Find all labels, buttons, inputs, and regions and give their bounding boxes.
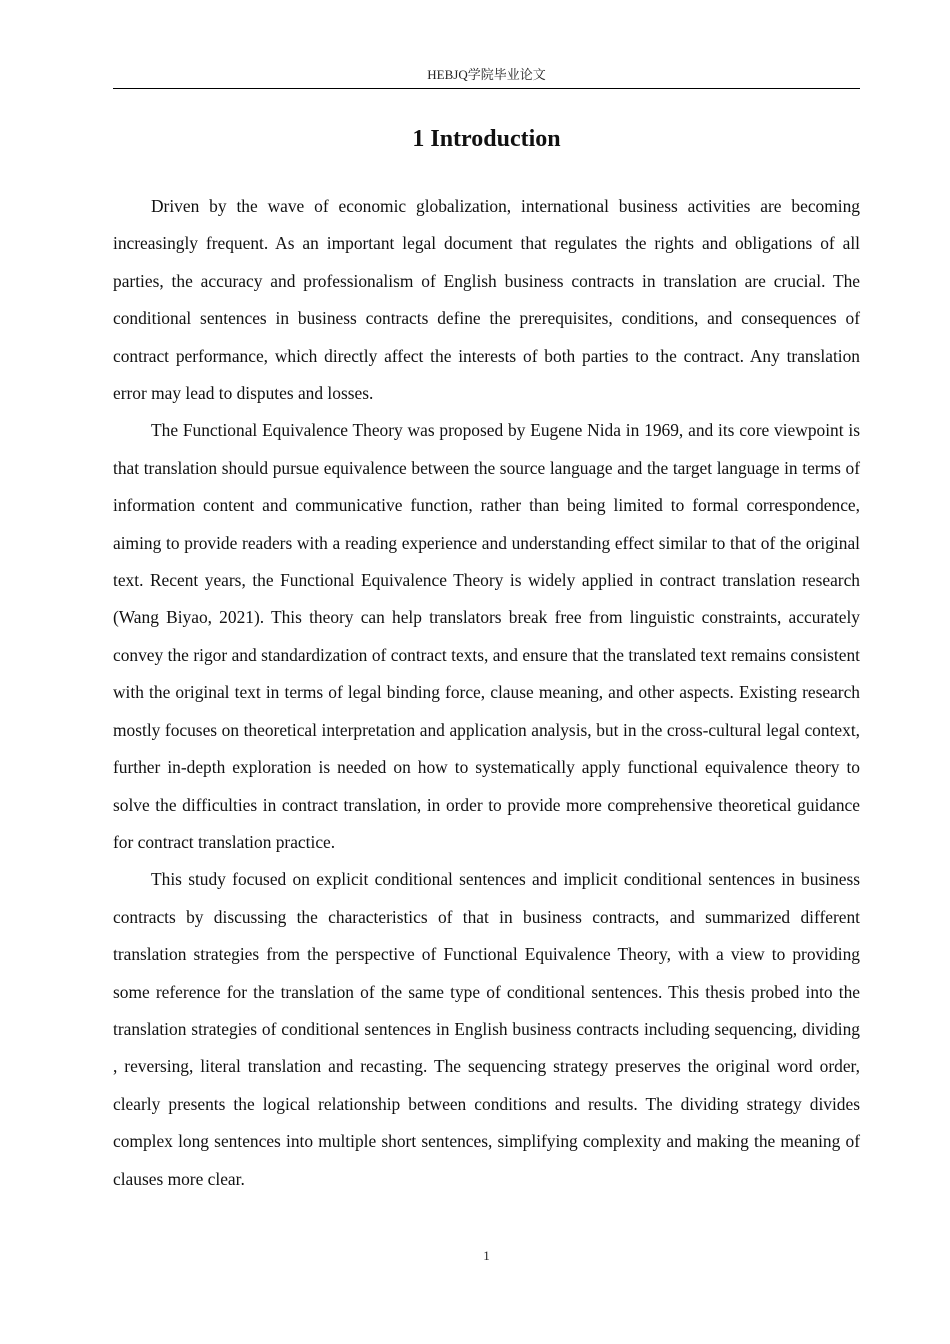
running-header: HEBJQ学院毕业论文: [427, 67, 546, 82]
body-text: [113, 188, 860, 1198]
page-number: 1: [483, 1248, 490, 1263]
chapter-title: 1 Introduction: [412, 126, 561, 152]
paragraph-2: The Functional Equivalence Theory was proposed by Eugene Nida in 1969, and its core viewpoint is that translation should pursue equivalence between the source language and the target language in terms of information content and communicative function, rather than being limited to formal correspondence, aiming to provide readers with a reading experience and understanding effect similar to that of the original text. Recent years, the Functional Equivalence Theory is widely applied in contract translation research (Wang Biyao, 2021). This theory can help translators break free from linguistic constraints, accurately convey the rigor and standardization of contract texts, and ensure that the translated text remains consistent with the original text in terms of legal binding force, clause meaning, and other aspects. Existing research mostly focuses on theoretical interpretation and application analysis, but in the cross-cultural legal context, further in-depth exploration is needed on how to systematically apply functional equivalence theory to solve the difficulties in contract translation, in order to provide more comprehensive theoretical guidance for contract translation practice.: [113, 420, 860, 852]
header-rule: [113, 88, 860, 89]
paragraph-1: Driven by the wave of economic globalization, international business activities are becoming increasingly frequent. As an important legal document that regulates the rights and obligations of all parties, the accuracy and professionalism of English business contracts in translation are crucial. The conditional sentences in business contracts define the prerequisites, conditions, and consequences of contract performance, which directly affect the interests of both parties to the contract. Any translation error may lead to disputes and losses.: [113, 196, 860, 404]
paragraph-3: This study focused on explicit conditional sentences and implicit conditional sentences in business contracts by discussing the characteristics of that in business contracts, and summarized different translation strategies from the perspective of Functional Equivalence Theory, with a view to providing some reference for the translation of the same type of conditional sentences. This thesis probed into the translation strategies of conditional sentences in English business contracts including sequencing, dividing , reversing, literal translation and recasting. The sequencing strategy preserves the original word order, clearly presents the logical relationship between conditions and results. The dividing strategy divides complex long sentences into multiple short sentences, simplifying complexity and making the meaning of clauses more clear.: [113, 869, 860, 1189]
